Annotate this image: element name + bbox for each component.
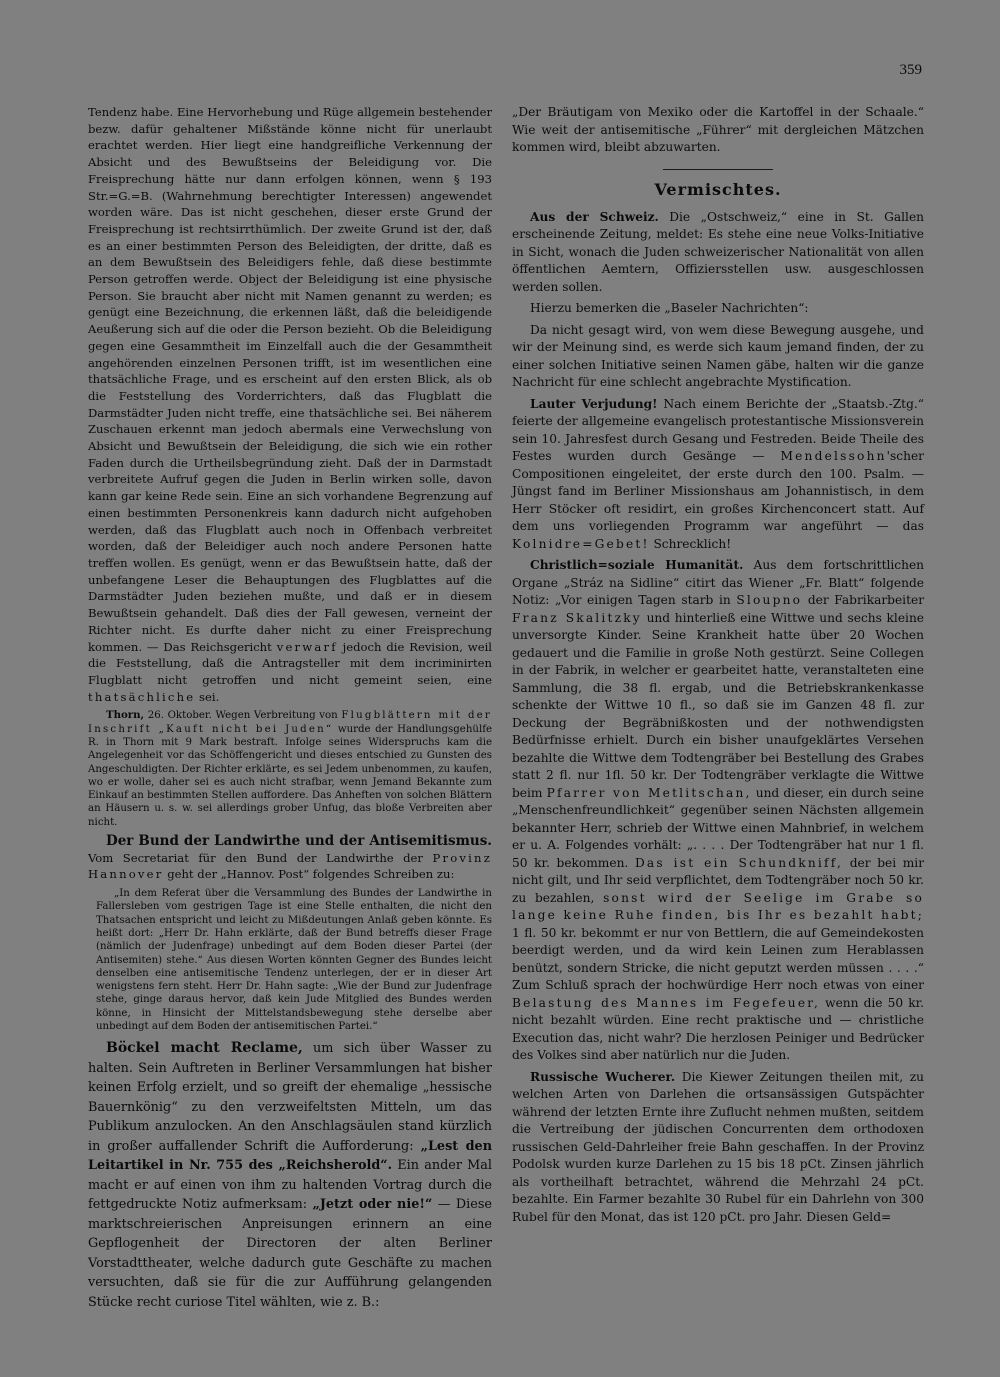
article-schweiz-c: Da nicht gesagt wird, von wem diese Bewegung ausgehe, und wir der Meinung sind, es werde sich kaum jemand finden, der zu einer solchen Initiative seinen Namen gäbe, halten wir die ganze Nachricht für eine schlecht angebrachte Mystification. — [512, 322, 924, 389]
section-divider — [663, 169, 773, 170]
article-bund — [88, 833, 492, 883]
spaced-text: thatsächliche — [88, 689, 196, 704]
text-run: wurde der Handlungsgehülfe R. in Thorn mit 9 Mark bestraft. Infolge seines Widerspruchs kam die Angelegenheit vor das Schöffengericht und dieses entschied zu Gunsten des Angeschuldigten. Der Richter erklärte, es sei Jedem unbenommen, zu kaufen, wo er wolle, daher sei es auch nicht strafbar, wenn Jemand Bekannte zum Einkauf an bestimmten Stellen auffordere. Das Anheften von solchen Blättern an Häusern u. s. w. sei allerdings grober Unfug, das bloße Verbreiten aber nicht. — [88, 723, 493, 828]
text-run: Schrecklich! — [653, 536, 732, 551]
article-heading: Aus der Schweiz. — [530, 209, 659, 224]
text-run: Nach einem Berichte der „Staatsb.-Ztg.“ feierte der allgemeine evangelisch protestantische Missionsverein sein 10. Jahresfest durch Gesang und Festreden. Beide Theile des Festes wurden durch Gesänge — — [512, 396, 924, 463]
text-run: Die Kiewer Zeitungen theilen mit, zu welchen Arten von Darlehen die ortsansässigen Gutspächter während der letzten Ernte ihre Zuflucht nehmen mußten, seitdem die Vertreibung der jüdischen Concurrenten dem orthodoxen russischen Geld-Dahrleiher freie Bahn geschaffen. In der Provinz Podolsk wurden kurze Darlehen zu 15 bis 18 pCt. Zinsen jährlich als vortheilhaft betrachtet, während die Mehrzahl 24 pCt. bezahlte. Ein Farmer bezahlte 30 Rubel für ein Dahrlehn von 300 Rubel für den Monat, das ist 120 pCt. pro Jahr. Diesen Geld= — [512, 1069, 925, 1224]
article-boeckel — [88, 1039, 492, 1312]
spaced-text: Mendelssohn — [780, 449, 887, 463]
text-run: sei. — [199, 689, 220, 704]
article-humanitaet — [512, 557, 924, 1065]
spaced-text: verwarf — [276, 639, 338, 654]
article-continuation — [88, 104, 492, 705]
text-run: jedoch die Revision, weil die Feststellung, daß die Antragsteller mit dem incriminirten Flugblatt nicht getroffen und nicht gemeint seien, eine — [88, 639, 492, 687]
bold-text: „Jetzt oder nie!“ — [312, 1197, 433, 1213]
spaced-text: Belastung des Mannes im Fegefeuer, — [512, 995, 821, 1010]
article-continuation: „Der Bräutigam von Mexiko oder die Kartoffel in der Schaale.“ Wie weit der antisemitische „Führer“ mit dergleichen Mätzchen kommen wird, bleibt abzuwarten. — [512, 105, 924, 154]
text-run: 'scher Compositionen eingeleitet, der erste durch den 100. Psalm. — Jüngst fand im Berliner Missionshaus am Johannistisch, in dem Herr Stöcker oft residirt, ein großes Kirchenconcert statt. Auf dem uns vorliegenden Programm war angeführt — das — [512, 449, 924, 533]
article-heading: Lauter Verjudung! — [530, 396, 658, 411]
article-wucherer — [512, 1069, 924, 1227]
article-thorn — [88, 709, 492, 829]
article-heading: Thorn, — [106, 709, 145, 722]
spaced-text: Sloupno — [736, 593, 803, 607]
spaced-text: Pfarrer von Metlitschan, — [546, 785, 752, 800]
spaced-text: Flugblättern mit der Inschrift „Kauft nicht bei Juden“ — [88, 710, 492, 735]
text-run: wenn die 50 kr. nicht bezahlt würden. Eine recht praktische und — christliche Execution das, nicht wahr? Die herzlosen Peiniger und Bedrücker des Volkes sind aber natürlich nur die Juden. — [512, 995, 925, 1062]
article-bund-quote: „In dem Referat über die Versammlung des Bundes der Landwirthe in Fallersleben vom gestrigen Tage ist eine Stelle enthalten, die nicht den Thatsachen entspricht und leicht zu Mißdeutungen Anlaß geben könnte. Es heißt dort: „Herr Dr. Hahn erklärte, daß der Bund betreffs dieser Frage (nämlich der Judenfrage) unbedingt auf dem Boden dieser Partei (der Antisemiten) stehe.“ Aus diesen Worten könnten Gegner des Bundes leicht denselben eine antisemitische Tendenz unterlegen, der er in dieser Art wenigstens fern steht. Herr Dr. Hahn sagte: „Wie der Bund zur Judenfrage stehe, ginge daraus hervor, daß kein Jude Mitglied des Bundes werden könne, in Hinsicht der Mittelstandsbewegung stehe derselbe aber unbedingt auf dem Boden der antisemitischen Partei.“ — [96, 888, 492, 1033]
text-run: und hinterließ eine Wittwe und sechs kleine unversorgte Kinder. Seine Krankheit hatte über 20 Wochen gedauert und die Familie in große Noth gestürzt. Seine Collegen in der Fabrik, in welcher er gearbeitet hatte, veranstalteten eine Sammlung, die 38 fl. ergab, und die Betriebskrankenkasse schenkte der Wittwe 10 fl., so daß sie im Ganzen 48 fl. zur Deckung der Begräbnißkosten und der nothwendigsten Bedürfnisse erhielt. Durch ein bisher unaufgeklärtes Versehen bezahlte die Wittwe dem Todtengräber bei Bestellung des Grabes statt 2 fl. nur 1fl. 50 kr. Der Todtengräber verklagte die Wittwe beim — [512, 610, 925, 800]
spaced-text: sonst wird der Seelige im Grabe so lange keine Ruhe finden, bis Ihr es bezahlt habt; — [512, 890, 925, 922]
text-run: Aus dem fortschrittlichen Organe „Stráz na Sidline“ citirt das Wiener „Fr. Blatt“ folgende Notiz: „Vor einigen Tagen starb in — [512, 558, 925, 607]
text-run: Vom Secretariat für den Bund der Landwirthe der — [88, 850, 423, 865]
article-heading: Russische Wucherer. — [530, 1069, 676, 1084]
text-run: Ein ander Mal macht er auf einen von ihm zu haltenden Vortrag durch die fettgedruckte Notiz aufmerksam: — [88, 1158, 492, 1213]
text-run: Tendenz habe. Eine Hervorhebung und Rüge allgemein bestehender bezw. dafür gehaltener Mißstände könne nicht für unerlaubt erachtet werden. Hier liegt eine handgreifliche Verkennung der Absicht und des Bewußtseins der Beleidigung vor. Die Freisprechung hätte nur dann erfolgen können, wenn § 193 Str.=G.=B. (Wahrnehmung berechtigter Interessen) angewendet worden wäre. Das ist nicht geschehen, dieser erste Grund der Freisprechung ist rechtsirrthümlich. Der zweite Grund ist der, daß es an einer bestimmten Person des Beleidigten, der dritte, daß es an dem Bewußtsein des Beleidigers fehle, daß diese bestimmte Person getroffen werde. Object der Beleidigung ist eine physische Person. Sie braucht aber nicht mit Namen genannt zu werden; es genügt eine Bezeichnung, die erkennen läßt, daß die beleidigende Aeußerung sich auf die oder die Person bezieht. Ob die Beleidigung gegen eine Gesammtheit im Einzelfall auch die der Gesammtheit angehörenden einzelnen Personen trifft, ist im wesentlichen eine thatsächliche Frage, und es erscheint auf den ersten Blick, als ob die Feststellung des Vorderrichters, daß das Flugblatt die Darmstädter Juden nicht treffe, eine thatsächliche sei. Bei näherem Zuschauen erkennt man jedoch abermals eine Verwechslung von Absicht und Bewußtsein der Beleidigung, die sich wie ein rother Faden durch die Urtheilsbegründung zieht. Daß der in Darmstadt verbreitete Aufruf gegen die Juden in Berlin wirken solle, davon kann gar keine Rede sein. Eine an sich vorhandene Begrenzung auf einen bestimmten Personenkreis kann dadurch nicht aufgehoben werden, daß das Flugblatt auch noch in Offenbach verbreitet worden, daß der Beleidiger auch noch andere Personen hatte treffen wollen. Es genügt, wenn er das Bewußtsein hatte, daß der unbefangene Leser die Behauptungen des Flugblattes auf die Darmstädter Juden beziehen mußte, und daß er in diesem Bewußtsein gehandelt. Daß dies der Fall gewesen, verneint der Richter nicht. Es durfte daher nicht zu einer Freisprechung kommen. — Das Reichsgericht — [88, 105, 492, 654]
article-schweiz-b: Hierzu bemerken die „Baseler Nachrichten“: — [530, 301, 809, 315]
article-heading: Der Bund der Landwirthe und der Antisemitismus. — [106, 832, 492, 849]
spaced-text: Das ist ein Schundkniff, — [634, 855, 844, 870]
spaced-text: Franz Skalitzky — [512, 610, 642, 625]
right-column — [512, 104, 924, 1230]
text-run: um sich über Wasser zu halten. Sein Auftreten in Berliner Versammlungen hat bisher keinen Erfolg erzielt, und so greift der ehemalige „hessische Bauernkönig“ zu den verzweifeltsten Mitteln, um das Publikum anzulocken. An den Anschlagsäulen stand kürzlich in großer auffallender Schrift die Aufforderung: — [88, 1041, 492, 1154]
text-run: — Diese marktschreierischen Anpreisungen erinnern an eine Gepflogenheit der Directoren der alten Berliner Vorstadttheater, welche dadurch gute Geschäfte zu machen versuchten, daß sie für die zur Aufführung gelangenden Stücke recht curiose Titel wählten, wie z. B.: — [88, 1197, 492, 1310]
text-run: und dieser, ein durch seine „Menschenfreundlichkeit“ gegenüber seinen Nächsten allgemein bekannter Herr, schrieb der Wittwe einen Mahnbrief, in welchem er u. A. Folgendes vorhält: „. . . . Der Todtengräber hat nur 1 fl. 50 kr. bekommen. — [512, 785, 924, 870]
text-run: Die „Ostschweiz,“ eine in St. Gallen erscheinende Zeitung, meldet: Es stehe eine neue Volks-Initiative in Sicht, wonach die Juden schweizerischer Nationalität von allen öffentlichen Aemtern, Offiziersstellen usw. ausgeschlossen werden sollen. — [512, 209, 925, 294]
article-heading: Böckel macht Reclame, — [106, 1040, 303, 1057]
article-schweiz — [512, 209, 924, 297]
page-number: 359 — [899, 62, 922, 78]
text-run: 26. Oktober. Wegen Verbreitung von — [147, 710, 338, 722]
section-title: Vermischtes. — [654, 179, 782, 199]
bold-text: „Lest den Leitartikel in Nr. 755 des „Reichsherold“. — [88, 1138, 492, 1174]
spaced-text: Provinz Hannover — [88, 850, 493, 882]
spaced-text: Kolnidre=Gebet! — [512, 536, 650, 551]
article-verjudung — [512, 396, 924, 554]
text-run: 1 fl. 50 kr. bekommt er nur von Bettlern, die auf Gemeindekosten beerdigt werden, und da wird kein Leinen zum Herablassen benützt, sondern Stricke, die nicht geputzt werden müssen . . . .“ Zum Schluß sprach der hochwürdige Herr noch etwas von einer — [512, 925, 924, 992]
article-heading: Christlich=soziale Humanität. — [530, 558, 744, 572]
text-run: der Fabrikarbeiter — [807, 593, 925, 607]
text-run: geht der „Hannov. Post“ folgendes Schreiben zu: — [167, 867, 455, 882]
text-run: der bei mir nicht gilt, und Ihr seid verpflichtet, dem Todtengräber noch 50 kr. zu bezahlen, — [512, 855, 925, 905]
left-column — [88, 104, 492, 1316]
